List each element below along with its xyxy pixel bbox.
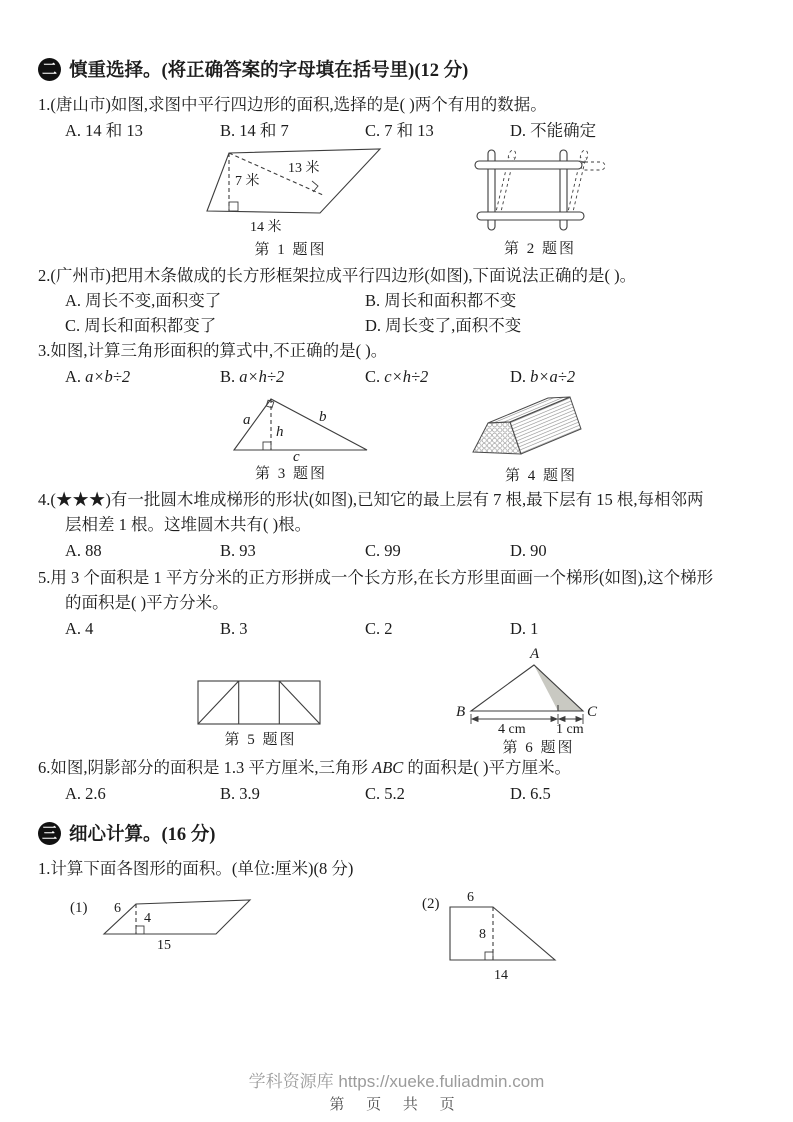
- fig6-vertex-a-label: A: [530, 646, 540, 662]
- q6-triangle-name: ABC: [372, 758, 404, 777]
- q5-option-d: D. 1: [510, 619, 539, 638]
- q1-option-a: A. 14 和 13: [65, 121, 143, 140]
- calcfig1-base-label: 15: [157, 938, 171, 953]
- q3-option-d-formula: b×a÷2: [530, 367, 576, 386]
- q1-option-d: D. 不能确定: [510, 121, 597, 140]
- q6-text-part1: 6.如图,阴影部分的面积是 1.3 平方厘米,三角形: [38, 758, 373, 777]
- q4-option-c: C. 99: [365, 541, 401, 560]
- section3-title: 细心计算。(16 分): [69, 825, 216, 845]
- calc-parallelogram-shape: [104, 900, 250, 934]
- question1-options: [38, 118, 767, 143]
- question3-text: 3.如图,计算三角形面积的算式中,不正确的是( )。: [38, 341, 388, 360]
- calc-trapezoid-shape: [450, 907, 555, 960]
- fig1-height-label: 7 米: [235, 174, 260, 189]
- figure-1-caption: 第 1 题图: [254, 242, 327, 258]
- calcfig2-number-label: (2): [422, 896, 440, 912]
- figure-5-caption: 第 5 题图: [224, 732, 297, 748]
- fig3-side-b-label: b: [319, 409, 327, 425]
- footer-site-text: 学科资源库 https://xueke.fuliadmin.com: [248, 1072, 545, 1091]
- fig6-distance1-label: 4 cm: [498, 722, 526, 735]
- fig3-side-c-label: c: [293, 449, 300, 461]
- section3-number-icon: 三: [38, 822, 61, 845]
- figure-5-rectangle: [193, 679, 328, 749]
- question4-text-line2: 层相差 1 根。这堆圆木共有( )根。: [65, 515, 312, 534]
- fig6-vertex-c-label: C: [587, 704, 598, 720]
- figure-2-drawing: [471, 148, 609, 236]
- triangle-shape: [234, 399, 367, 450]
- q4-option-b: B. 93: [220, 541, 256, 560]
- question5-text-line2: 的面积是( )平方分米。: [65, 593, 229, 612]
- section2-title: 慎重选择。(将正确答案的字母填在括号里)(12 分): [69, 61, 469, 81]
- fig3-height-label: h: [276, 424, 284, 440]
- calcfig1-height-label: 4: [144, 911, 151, 926]
- figure-2-frame: [471, 148, 609, 258]
- question4-text-line1: 4.(★★★)有一批圆木堆成梯形的形状(如图),已知它的最上层有 7 根,最下层有 15 根,每相邻两: [38, 490, 704, 509]
- q2-option-a: A. 周长不变,面积变了: [65, 291, 222, 310]
- q3-option-b-letter: B.: [220, 367, 236, 386]
- q2-option-b: B. 周长和面积都不变: [365, 291, 517, 310]
- q5-option-b: B. 3: [220, 619, 248, 638]
- question3-options: [38, 364, 767, 389]
- figure-row-3: [38, 643, 767, 755]
- q5-option-c: C. 2: [365, 619, 393, 638]
- calcfig2-base-label: 14: [494, 968, 508, 983]
- fig1-diagonal-label: 13 米: [288, 161, 320, 176]
- section3-header: [38, 820, 767, 846]
- parallelogram-shape: [207, 149, 380, 213]
- q6-option-d: D. 6.5: [510, 784, 551, 803]
- q3-option-b: [220, 364, 365, 389]
- rectangle-squares-shape: [198, 681, 320, 724]
- fig6-distance2-label: 1 cm: [556, 722, 584, 735]
- section3-question1-text: 1.计算下面各图形的面积。(单位:厘米)(8 分): [38, 859, 354, 878]
- q3-option-d-letter: D.: [510, 367, 527, 386]
- figure-4-caption: 第 4 题图: [504, 468, 577, 484]
- figure-6-triangle-abc: [446, 643, 631, 757]
- q3-option-b-formula: a×h÷2: [239, 367, 285, 386]
- figure-6-drawing: [446, 643, 631, 735]
- question5-options: [38, 616, 767, 641]
- q6-option-a: A. 2.6: [65, 784, 106, 803]
- section2-number-icon: 二: [38, 58, 61, 81]
- calc-figure-2-trapezoid: [410, 885, 580, 985]
- calc-figure-1-drawing: [52, 889, 302, 953]
- figure-4-log-pile: [466, 391, 616, 485]
- fig3-side-a-label: a: [243, 412, 251, 428]
- calc-figure-1-parallelogram: [52, 889, 302, 953]
- q6-option-b: B. 3.9: [220, 784, 260, 803]
- q6-text-part2: 的面积是( )平方厘米。: [403, 758, 572, 777]
- figure-row-4: [38, 881, 767, 991]
- figure-3-drawing: [201, 393, 381, 461]
- q1-option-b: B. 14 和 7: [220, 121, 289, 140]
- figure-3-triangle: [201, 393, 381, 483]
- q3-option-c-letter: C.: [365, 367, 381, 386]
- figure-1-drawing: [188, 145, 393, 237]
- q3-option-c: [365, 364, 510, 389]
- q3-option-c-formula: c×h÷2: [384, 367, 429, 386]
- footer-page-number: 第 页 共 页: [329, 1097, 464, 1113]
- calcfig1-side-label: 6: [114, 901, 121, 916]
- calcfig2-top-label: 6: [467, 890, 474, 905]
- q1-option-c: C. 7 和 13: [365, 121, 434, 140]
- q6-option-c: C. 5.2: [365, 784, 405, 803]
- figure-1-parallelogram: [188, 145, 393, 259]
- q2-option-d: D. 周长变了,面积不变: [365, 316, 522, 335]
- figure-row-2: [38, 391, 767, 487]
- q3-option-a-letter: A.: [65, 367, 82, 386]
- q3-option-d: [510, 364, 767, 389]
- fig1-base-label: 14 米: [250, 220, 282, 235]
- q4-option-d: D. 90: [510, 541, 547, 560]
- calcfig1-number-label: (1): [70, 900, 88, 916]
- q5-option-a: A. 4: [65, 619, 94, 638]
- worksheet-content: [38, 56, 767, 991]
- figure-row-1: [38, 145, 767, 263]
- q2-option-c: C. 周长和面积都变了: [65, 316, 217, 335]
- figure-5-drawing: [193, 679, 328, 727]
- figure-2-caption: 第 2 题图: [503, 241, 576, 257]
- q3-option-a: [65, 364, 220, 389]
- question1-text: 1.(唐山市)如图,求图中平行四边形的面积,选择的是( )两个有用的数据。: [38, 95, 547, 114]
- fig6-vertex-b-label: B: [456, 704, 466, 720]
- question2-text: 2.(广州市)把用木条做成的长方形框架拉成平行四边形(如图),下面说法正确的是( )。: [38, 266, 637, 285]
- question2-options-row2: [38, 313, 767, 338]
- calcfig2-height-label: 8: [479, 927, 486, 942]
- section2-header: [38, 56, 767, 82]
- question6-text: [38, 755, 767, 780]
- question4-options: [38, 538, 767, 563]
- figure-4-drawing: [466, 391, 616, 463]
- frame-dashed-parallelogram: [495, 149, 605, 216]
- q3-option-a-formula: a×b÷2: [85, 367, 131, 386]
- question2-options-row1: [38, 288, 767, 313]
- figure-3-caption: 第 3 题图: [254, 466, 327, 482]
- question6-options: [38, 781, 767, 806]
- calc-figure-2-drawing: [410, 885, 580, 985]
- question5-text-line1: 5.用 3 个面积是 1 平方分米的正方形拼成一个长方形,在长方形里面画一个梯形(如图),这个梯形: [38, 568, 714, 587]
- figure-6-caption: 第 6 题图: [502, 740, 575, 756]
- log-pile-shape: [473, 397, 581, 454]
- q4-option-a: A. 88: [65, 541, 102, 560]
- frame-shape: [475, 149, 605, 230]
